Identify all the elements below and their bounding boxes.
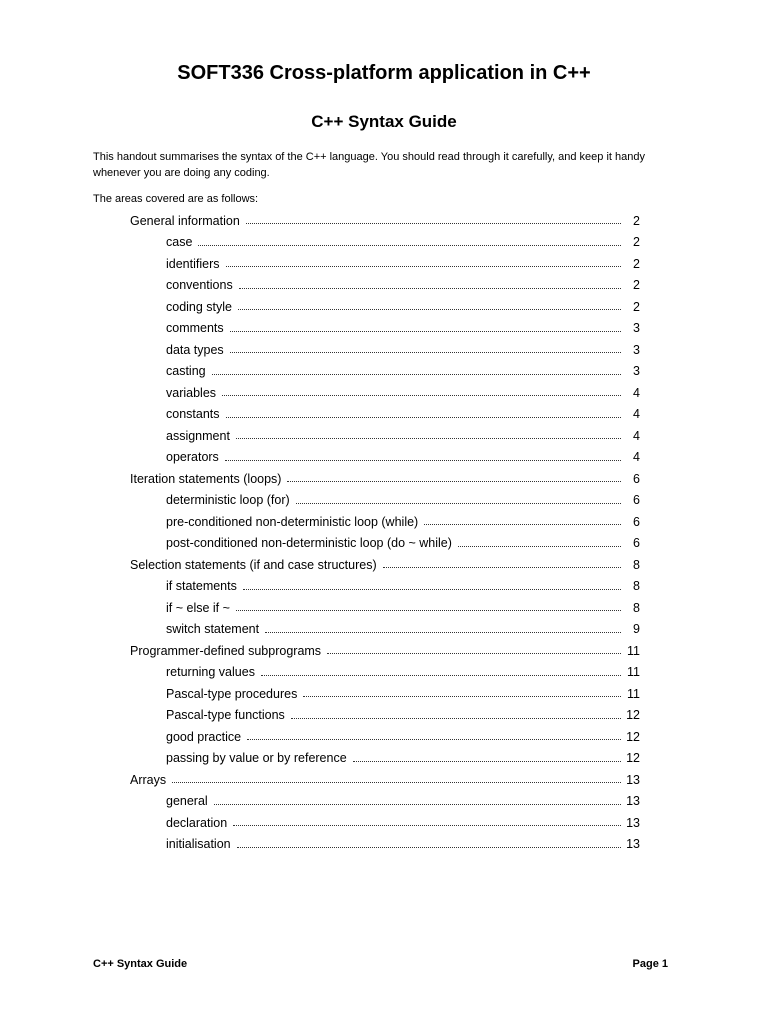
toc-entry-label: constants (166, 407, 220, 422)
toc-entry-page-number: 2 (633, 278, 640, 293)
toc-subsection-entry[interactable] (130, 511, 640, 533)
toc-subsection-entry[interactable] (130, 812, 640, 834)
toc-subsection-entry[interactable] (130, 726, 640, 748)
toc-dot-leader (327, 653, 621, 654)
toc-subsection-entry[interactable] (130, 382, 640, 404)
toc-entry-label: pre-conditioned non-deterministic loop (while) (166, 514, 419, 529)
toc-entry-label: post-conditioned non-deterministic loop (do ~ while) (166, 536, 452, 551)
toc-entry-page-number: 11 (627, 686, 640, 701)
toc-entry-label: good practice (166, 729, 242, 744)
toc-subsection-entry[interactable] (130, 597, 640, 619)
toc-entry-page-number: 13 (626, 772, 640, 787)
toc-entry-label: identifiers (166, 256, 220, 271)
toc-subsection-entry[interactable] (130, 705, 640, 727)
toc-entry-page-number: 3 (633, 321, 640, 336)
intro-paragraph: This handout summarises the syntax of the C++ language. You should read through it carefully, and keep it handy whenever you are doing any coding. (93, 151, 645, 179)
toc-entry-page-number: 11 (627, 665, 640, 680)
toc-dot-leader (198, 245, 621, 246)
toc-entry-label: Iteration statements (loops) (130, 471, 282, 486)
toc-entry-page-number: 3 (633, 364, 640, 379)
toc-subsection-entry[interactable] (130, 576, 640, 598)
toc-entry-page-number: 2 (633, 299, 640, 314)
toc-subsection-entry[interactable] (130, 748, 640, 770)
toc-entry-page-number: 12 (626, 751, 640, 766)
toc-dot-leader (226, 266, 622, 267)
toc-entry-page-number: 12 (626, 729, 640, 744)
toc-entry-page-number: 12 (626, 708, 640, 723)
footer-page-number: Page 1 (632, 958, 668, 970)
toc-section-entry[interactable] (130, 640, 640, 662)
toc-dot-leader (296, 503, 621, 504)
footer-doc-title: C++ Syntax Guide (93, 958, 188, 970)
toc-entry-page-number: 4 (633, 385, 640, 400)
toc-dot-leader (214, 804, 621, 805)
toc-section-entry[interactable] (130, 554, 640, 576)
toc-entry-label: if ~ else if ~ (166, 600, 230, 615)
table-of-contents (130, 210, 640, 855)
toc-entry-page-number: 11 (627, 643, 640, 658)
toc-entry-label: conventions (166, 278, 233, 293)
toc-dot-leader (458, 546, 621, 547)
toc-dot-leader (172, 782, 621, 783)
toc-entry-label: assignment (166, 428, 230, 443)
toc-entry-label: declaration (166, 815, 228, 830)
toc-subsection-entry[interactable] (130, 683, 640, 705)
toc-entry-page-number: 13 (626, 815, 640, 830)
toc-subsection-entry[interactable] (130, 296, 640, 318)
toc-subsection-entry[interactable] (130, 275, 640, 297)
toc-subsection-entry[interactable] (130, 834, 640, 856)
toc-dot-leader (353, 761, 621, 762)
toc-dot-leader (303, 696, 621, 697)
toc-entry-page-number: 8 (633, 600, 640, 615)
toc-subsection-entry[interactable] (130, 318, 640, 340)
toc-entry-label: initialisation (166, 837, 231, 852)
toc-entry-label: Pascal-type functions (166, 708, 285, 723)
toc-entry-label: switch statement (166, 622, 260, 637)
toc-dot-leader (424, 524, 621, 525)
toc-entry-page-number: 6 (633, 471, 640, 486)
toc-entry-label: case (166, 235, 193, 250)
toc-dot-leader (212, 374, 621, 375)
toc-dot-leader (233, 825, 621, 826)
toc-entry-label: Programmer-defined subprograms (130, 643, 322, 658)
toc-subsection-entry[interactable] (130, 662, 640, 684)
toc-dot-leader (243, 589, 621, 590)
toc-dot-leader (222, 395, 621, 396)
toc-dot-leader (236, 438, 621, 439)
toc-entry-label: Pascal-type procedures (166, 686, 298, 701)
toc-dot-leader (237, 847, 621, 848)
toc-entry-page-number: 6 (633, 493, 640, 508)
toc-entry-label: operators (166, 450, 219, 465)
toc-entry-label: passing by value or by reference (166, 751, 347, 766)
toc-entry-page-number: 6 (633, 514, 640, 529)
toc-entry-page-number: 2 (633, 256, 640, 271)
toc-entry-label: data types (166, 342, 224, 357)
toc-dot-leader (225, 460, 621, 461)
toc-entry-label: comments (166, 321, 224, 336)
toc-dot-leader (247, 739, 621, 740)
toc-entry-label: Selection statements (if and case structures) (130, 557, 377, 572)
toc-subsection-entry[interactable] (130, 404, 640, 426)
toc-entry-page-number: 13 (626, 837, 640, 852)
toc-dot-leader (238, 309, 621, 310)
toc-dot-leader (239, 288, 621, 289)
toc-subsection-entry[interactable] (130, 232, 640, 254)
toc-dot-leader (291, 718, 621, 719)
page-subtitle: C++ Syntax Guide (311, 112, 457, 131)
toc-dot-leader (261, 675, 621, 676)
toc-subsection-entry[interactable] (130, 339, 640, 361)
toc-entry-page-number: 4 (633, 450, 640, 465)
areas-intro-text: The areas covered are as follows: (93, 193, 259, 205)
toc-entry-label: returning values (166, 665, 255, 680)
toc-subsection-entry[interactable] (130, 425, 640, 447)
toc-entry-label: coding style (166, 299, 233, 314)
toc-entry-page-number: 6 (633, 536, 640, 551)
toc-dot-leader (383, 567, 621, 568)
toc-entry-page-number: 9 (633, 622, 640, 637)
toc-subsection-entry[interactable] (130, 447, 640, 469)
toc-entry-page-number: 2 (633, 213, 640, 228)
toc-entry-label: general (166, 794, 208, 809)
toc-subsection-entry[interactable] (130, 253, 640, 275)
toc-entry-page-number: 13 (626, 794, 640, 809)
toc-entry-label: casting (166, 364, 206, 379)
toc-entry-page-number: 4 (633, 428, 640, 443)
toc-entry-label: Arrays (130, 772, 167, 787)
toc-subsection-entry[interactable] (130, 533, 640, 555)
toc-entry-page-number: 4 (633, 407, 640, 422)
page-title: SOFT336 Cross-platform application in C++ (177, 62, 591, 84)
toc-dot-leader (230, 331, 621, 332)
toc-entry-label: deterministic loop (for) (166, 493, 290, 508)
toc-subsection-entry[interactable] (130, 619, 640, 641)
toc-entry-page-number: 2 (633, 235, 640, 250)
toc-entry-label: General information (130, 213, 240, 228)
toc-dot-leader (287, 481, 621, 482)
toc-entry-page-number: 8 (633, 579, 640, 594)
toc-dot-leader (246, 223, 621, 224)
toc-section-entry[interactable] (130, 769, 640, 791)
toc-dot-leader (236, 610, 621, 611)
toc-subsection-entry[interactable] (130, 490, 640, 512)
toc-entry-page-number: 3 (633, 342, 640, 357)
toc-subsection-entry[interactable] (130, 791, 640, 813)
toc-entry-label: variables (166, 385, 217, 400)
toc-dot-leader (265, 632, 621, 633)
toc-section-entry[interactable] (130, 468, 640, 490)
toc-entry-label: if statements (166, 579, 237, 594)
toc-entry-page-number: 8 (633, 557, 640, 572)
toc-subsection-entry[interactable] (130, 361, 640, 383)
toc-dot-leader (226, 417, 621, 418)
toc-dot-leader (230, 352, 621, 353)
toc-section-entry[interactable] (130, 210, 640, 232)
